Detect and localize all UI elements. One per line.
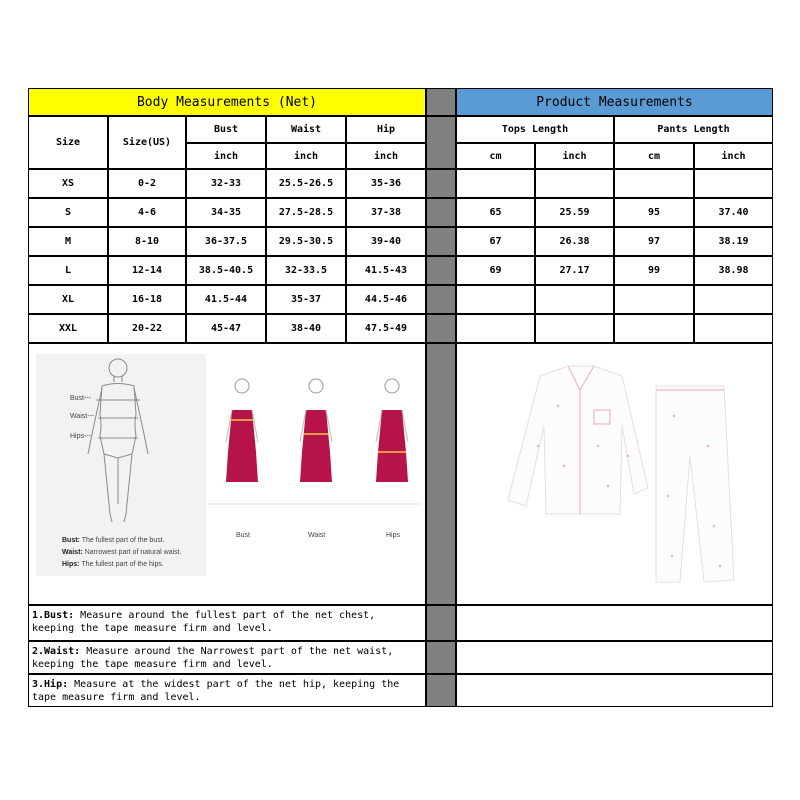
- bust-cell: 38.5-40.5: [186, 256, 266, 285]
- tops-inch-cell: 26.38: [535, 227, 614, 256]
- hip-cell: 35-36: [346, 169, 426, 198]
- pants-inch-unit: inch: [694, 143, 773, 169]
- hip-cell: 44.5-46: [346, 285, 426, 314]
- tops-cm-cell: 65: [456, 198, 535, 227]
- empty-note-cell: [456, 674, 773, 707]
- empty-note-cell: [456, 641, 773, 674]
- pants-cm-cell: [614, 285, 694, 314]
- hip-cell: 47.5-49: [346, 314, 426, 343]
- size-cell: L: [28, 256, 108, 285]
- pants-inch-cell: 37.40: [694, 198, 773, 227]
- tops-inch-unit: inch: [535, 143, 614, 169]
- bust-cell: 45-47: [186, 314, 266, 343]
- size-us-cell: 8-10: [108, 227, 186, 256]
- body-diagram: [36, 354, 206, 576]
- divider-column: [426, 169, 456, 198]
- waist-cell: 32-33.5: [266, 256, 346, 285]
- pajama-set-icon: [498, 356, 738, 592]
- size-us-header: Size(US): [108, 116, 186, 169]
- pants-cm-cell: [614, 314, 694, 343]
- waist-cell: 25.5-26.5: [266, 169, 346, 198]
- body-measurements-title: Body Measurements (Net): [28, 88, 426, 116]
- waist-legend: Waist: Narrowest part of natural waist.: [62, 549, 182, 556]
- divider-column: [426, 227, 456, 256]
- pants-inch-cell: [694, 169, 773, 198]
- divider-column: [426, 674, 456, 707]
- tops-cm-cell: 67: [456, 227, 535, 256]
- pajama-product-image: [498, 356, 738, 592]
- hips-caption: Hips: [386, 532, 401, 539]
- tops-inch-cell: 27.17: [535, 256, 614, 285]
- size-cell: XS: [28, 169, 108, 198]
- size-us-cell: 12-14: [108, 256, 186, 285]
- divider-column: [426, 314, 456, 343]
- waist-unit: inch: [266, 143, 346, 169]
- waist-caption: Waist: [308, 532, 326, 539]
- tops-inch-cell: [535, 169, 614, 198]
- size-us-cell: 20-22: [108, 314, 186, 343]
- divider-column: [426, 605, 456, 641]
- product-measurements-title: Product Measurements: [456, 88, 773, 116]
- note-bust: 1.Bust: Measure around the fullest part of the net chest, keeping the tape measure firm and level.: [28, 605, 426, 641]
- tops-cm-cell: [456, 314, 535, 343]
- divider-column: [426, 343, 456, 605]
- pants-cm-cell: 99: [614, 256, 694, 285]
- tops-cm-cell: [456, 169, 535, 198]
- size-cell: M: [28, 227, 108, 256]
- bust-tag: Bust---: [70, 395, 91, 402]
- empty-note-cell: [456, 605, 773, 641]
- bust-cell: 36-37.5: [186, 227, 266, 256]
- divider-column: [426, 88, 456, 116]
- pants-cm-cell: [614, 169, 694, 198]
- size-us-cell: 0-2: [108, 169, 186, 198]
- size-chart: [28, 88, 773, 707]
- pants-cm-unit: cm: [614, 143, 694, 169]
- dress-measure-figures: [208, 372, 422, 548]
- pants-inch-cell: [694, 314, 773, 343]
- note-hip: 3.Hip: Measure at the widest part of the net hip, keeping the tape measure firm and level.: [28, 674, 426, 707]
- bust-unit: inch: [186, 143, 266, 169]
- waist-cell: 38-40: [266, 314, 346, 343]
- hip-cell: 37-38: [346, 198, 426, 227]
- tops-cm-cell: [456, 285, 535, 314]
- bust-cell: 41.5-44: [186, 285, 266, 314]
- pants-inch-cell: [694, 285, 773, 314]
- hip-cell: 39-40: [346, 227, 426, 256]
- tops-inch-cell: 25.59: [535, 198, 614, 227]
- hip-unit: inch: [346, 143, 426, 169]
- waist-cell: 27.5-28.5: [266, 198, 346, 227]
- waist-tag: Waist---: [70, 413, 95, 420]
- divider-column: [426, 285, 456, 314]
- size-us-cell: 16-18: [108, 285, 186, 314]
- hip-header: Hip: [346, 116, 426, 143]
- size-us-cell: 4-6: [108, 198, 186, 227]
- size-header: Size: [28, 116, 108, 169]
- bust-cell: 32-33: [186, 169, 266, 198]
- pants-length-header: Pants Length: [614, 116, 773, 143]
- pants-inch-cell: 38.19: [694, 227, 773, 256]
- divider-column: [426, 256, 456, 285]
- pants-cm-cell: 97: [614, 227, 694, 256]
- tops-inch-cell: [535, 285, 614, 314]
- bust-caption: Bust: [236, 532, 251, 539]
- waist-cell: 35-37: [266, 285, 346, 314]
- waist-header: Waist: [266, 116, 346, 143]
- hips-tag: Hips---: [70, 433, 91, 440]
- tops-inch-cell: [535, 314, 614, 343]
- size-cell: XXL: [28, 314, 108, 343]
- waist-cell: 29.5-30.5: [266, 227, 346, 256]
- tops-length-header: Tops Length: [456, 116, 614, 143]
- dress-figures-icon: [208, 372, 422, 548]
- tops-cm-cell: 69: [456, 256, 535, 285]
- pants-inch-cell: 38.98: [694, 256, 773, 285]
- size-cell: S: [28, 198, 108, 227]
- divider-column: [426, 198, 456, 227]
- tops-cm-unit: cm: [456, 143, 535, 169]
- hips-legend: Hips: The fullest part of the hips.: [62, 561, 164, 568]
- note-waist: 2.Waist: Measure around the Narrowest part of the net waist, keeping the tape measure firm and level.: [28, 641, 426, 674]
- divider-column: [426, 116, 456, 169]
- bust-header: Bust: [186, 116, 266, 143]
- hip-cell: 41.5-43: [346, 256, 426, 285]
- divider-column: [426, 641, 456, 674]
- bust-legend: Bust: The fullest part of the bust.: [62, 537, 165, 544]
- pants-cm-cell: 95: [614, 198, 694, 227]
- size-cell: XL: [28, 285, 108, 314]
- bust-cell: 34-35: [186, 198, 266, 227]
